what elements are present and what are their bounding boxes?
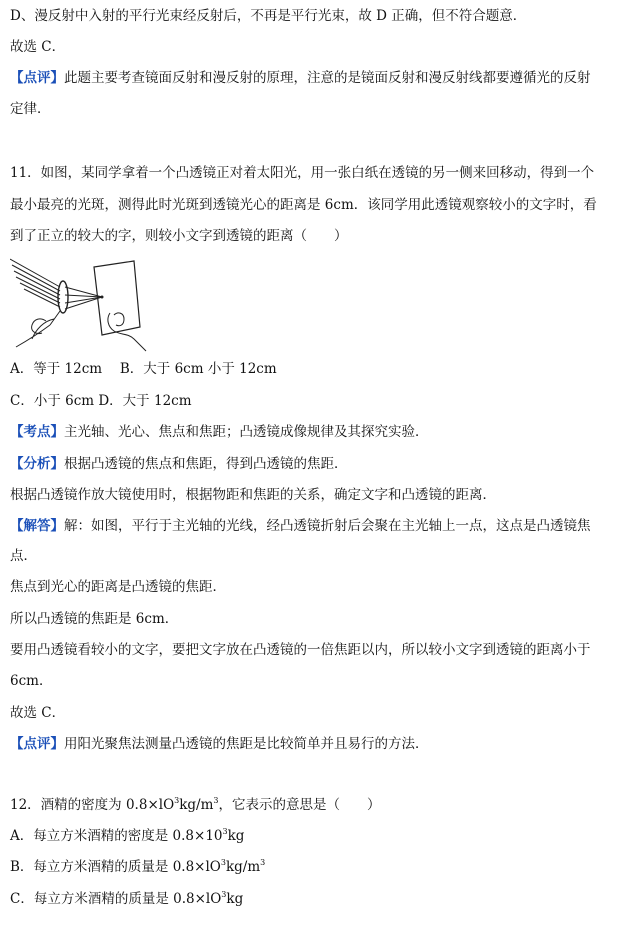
q12-option-c: C．每立方米酒精的质量是 $0.8\times lO^3kg$	[10, 890, 244, 907]
left-hand-thumb	[32, 319, 46, 334]
fenxi-tag: 【分析】	[10, 456, 64, 472]
kaodian-tag: 【考点】	[10, 424, 64, 440]
q11-comment-line	[10, 734, 429, 754]
sun-ray	[20, 283, 60, 303]
comment-text: 此题主要考查镜面反射和漫反射的原理，注意的是镜面反射和漫反射线都要遵循光的反射	[64, 70, 591, 86]
convex-lens	[58, 281, 68, 313]
q12-option-a: A．每立方米酒精的密度是 $0.8\times 10^3kg$	[10, 827, 245, 844]
q11-jieda-line: 点．	[10, 548, 37, 564]
q11-jieda-line: 要用凸透镜看较小的文字，要把文字放在凸透镜的一倍焦距以内，所以较小文字到透镜的距离小于	[10, 642, 591, 658]
q11-jieda-line: 所以凸透镜的焦距是 6cm．	[10, 611, 179, 627]
q11-options-line: A．等于 12cm B．大于 6cm 小于 12cm	[10, 361, 277, 377]
kaodian-text: 主光轴、光心、焦点和焦距；凸透镜成像规律及其探究实验．	[64, 424, 429, 440]
converging-ray	[65, 297, 102, 303]
comment-text: 用阳光聚焦法测量凸透镜的焦距是比较简单并且易行的方法．	[64, 736, 429, 752]
q11-answer-line: 故选 C．	[10, 705, 66, 721]
comment-line-cont: 定律．	[10, 101, 51, 117]
comment-tag: 【点评】	[10, 70, 64, 86]
lens-sunlight-illustration	[10, 255, 148, 353]
comment-line	[10, 68, 591, 88]
jieda-tag: 【解答】	[10, 518, 64, 534]
q12-option-b: B．每立方米酒精的质量是 $0.8\times lO^3kg/m^3$	[10, 858, 266, 875]
q11-stem-line: 最小最亮的光斑，测得此时光斑到透镜光心的距离是 6cm．该同学用此透镜观察较小的文字时，看	[10, 197, 597, 213]
q11-kaodian-line	[10, 422, 429, 442]
q11-jieda-line: 6cm．	[10, 673, 53, 689]
q12-stem-line: 12．酒精的密度为 $0.8\times lO^3kg/m^3$，它表示的意思是（ ）	[10, 796, 381, 813]
q11-fenxi-line	[10, 454, 348, 474]
q11-fenxi-line-2: 根据凸透镜作放大镜使用时，根据物距和焦距的关系，确定文字和凸透镜的距离．	[10, 487, 496, 503]
converging-ray	[65, 297, 102, 309]
left-hand	[16, 311, 60, 347]
q11-options-line: C．小于 6cm D．大于 12cm	[10, 393, 192, 409]
q11-stem-line: 到了正立的较大的字，则较小文字到透镜的距离（ ）	[10, 228, 348, 244]
option-d-analysis: D、漫反射中入射的平行光束经反射后，不再是平行光束，故 D 正确，但不符合题意．	[10, 8, 527, 24]
q11-jieda-line: 焦点到光心的距离是凸透镜的焦距．	[10, 579, 226, 595]
comment-tag: 【点评】	[10, 736, 64, 752]
right-hand-thumb	[114, 313, 124, 326]
q11-jieda-line	[10, 516, 591, 536]
answer-line: 故选 C．	[10, 39, 66, 55]
jieda-text: 解：如图，平行于主光轴的光线，经凸透镜折射后会聚在主光轴上一点，这点是凸透镜焦	[64, 518, 591, 534]
fenxi-text: 根据凸透镜的焦点和焦距，得到凸透镜的焦距．	[64, 456, 348, 472]
focal-spot	[101, 296, 104, 299]
q11-stem-line: 11．如图，某同学拿着一个凸透镜正对着太阳光，用一张白纸在透镜的另一侧来回移动，得到一个	[10, 165, 595, 181]
